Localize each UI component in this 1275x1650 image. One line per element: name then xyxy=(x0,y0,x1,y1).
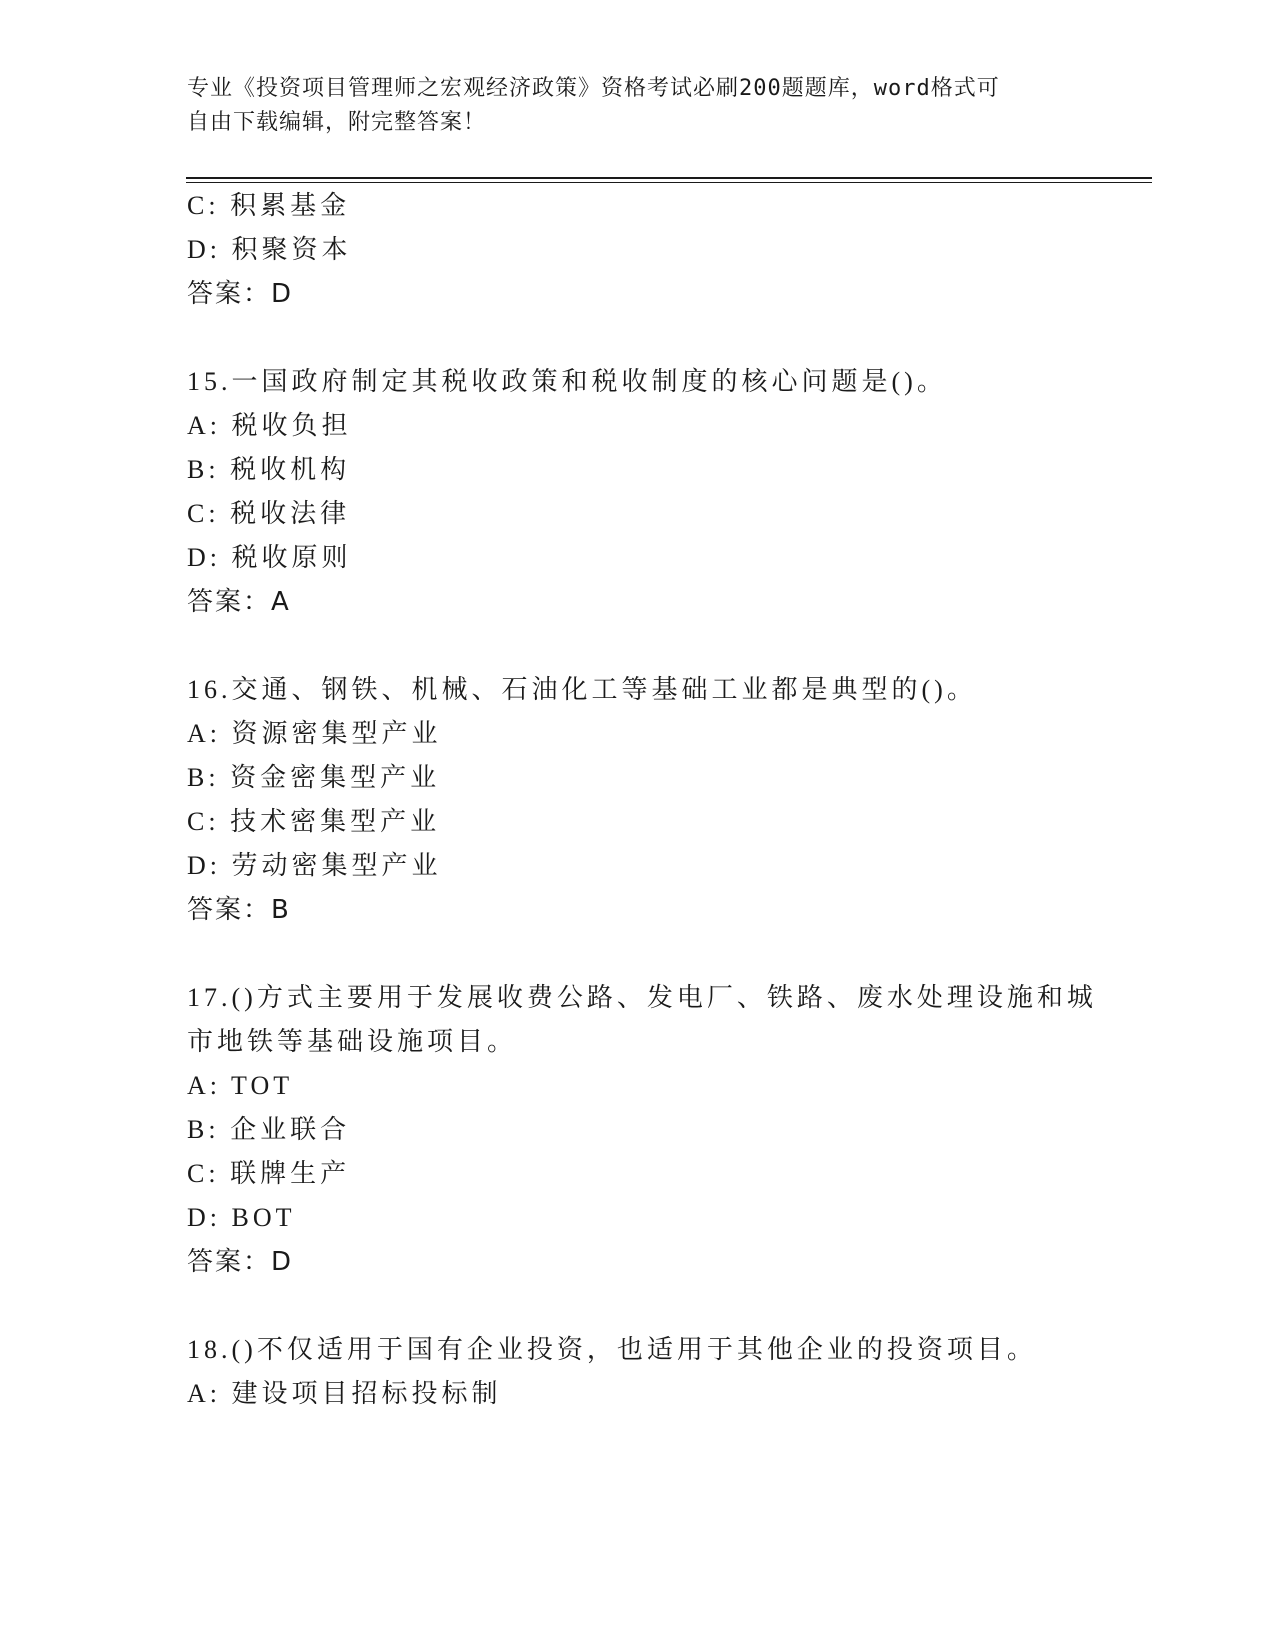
q15-option-c: C: 税收法律 xyxy=(187,499,351,528)
q17-question-line-1: 17.()方式主要用于发展收费公路、发电厂、铁路、废水处理设施和城 xyxy=(187,983,1097,1012)
q17-answer: 答案：D xyxy=(187,1247,294,1277)
header-divider-thick xyxy=(186,177,1152,179)
q15-option-d: D: 税收原则 xyxy=(187,543,352,572)
header-line-2: 自由下载编辑，附完整答案！ xyxy=(187,110,487,135)
q17-option-b: B: 企业联合 xyxy=(187,1115,351,1144)
q17-question-line-2: 市地铁等基础设施项目。 xyxy=(187,1027,518,1056)
document-header xyxy=(187,72,1067,140)
q17-option-d: D: BOT xyxy=(187,1203,296,1232)
q15-option-a: A: 税收负担 xyxy=(187,411,352,440)
q14-answer: 答案：D xyxy=(187,279,294,309)
q15-option-b: B: 税收机构 xyxy=(187,455,351,484)
q17-option-c: C: 联牌生产 xyxy=(187,1159,351,1188)
q16-answer: 答案：B xyxy=(187,895,291,925)
q15-question: 15.一国政府制定其税收政策和税收制度的核心问题是()。 xyxy=(187,367,947,396)
q16-option-d: D: 劳动密集型产业 xyxy=(187,851,442,880)
header-divider-thin xyxy=(186,182,1152,183)
q18-option-a: A: 建设项目招标投标制 xyxy=(187,1379,502,1408)
q16-option-c: C: 技术密集型产业 xyxy=(187,807,441,836)
q17-option-a: A: TOT xyxy=(187,1071,294,1100)
q16-option-b: B: 资金密集型产业 xyxy=(187,763,441,792)
q14-option-d: D: 积聚资本 xyxy=(187,235,352,264)
q16-option-a: A: 资源密集型产业 xyxy=(187,719,442,748)
header-line-1: 专业《投资项目管理师之宏观经济政策》资格考试必刷200题题库，word格式可 xyxy=(187,76,1000,101)
q15-answer: 答案：A xyxy=(187,587,291,617)
q18-question: 18.()不仅适用于国有企业投资，也适用于其他企业的投资项目。 xyxy=(187,1335,1037,1364)
q14-option-c: C: 积累基金 xyxy=(187,191,351,220)
q16-question: 16.交通、钢铁、机械、石油化工等基础工业都是典型的()。 xyxy=(187,675,977,704)
